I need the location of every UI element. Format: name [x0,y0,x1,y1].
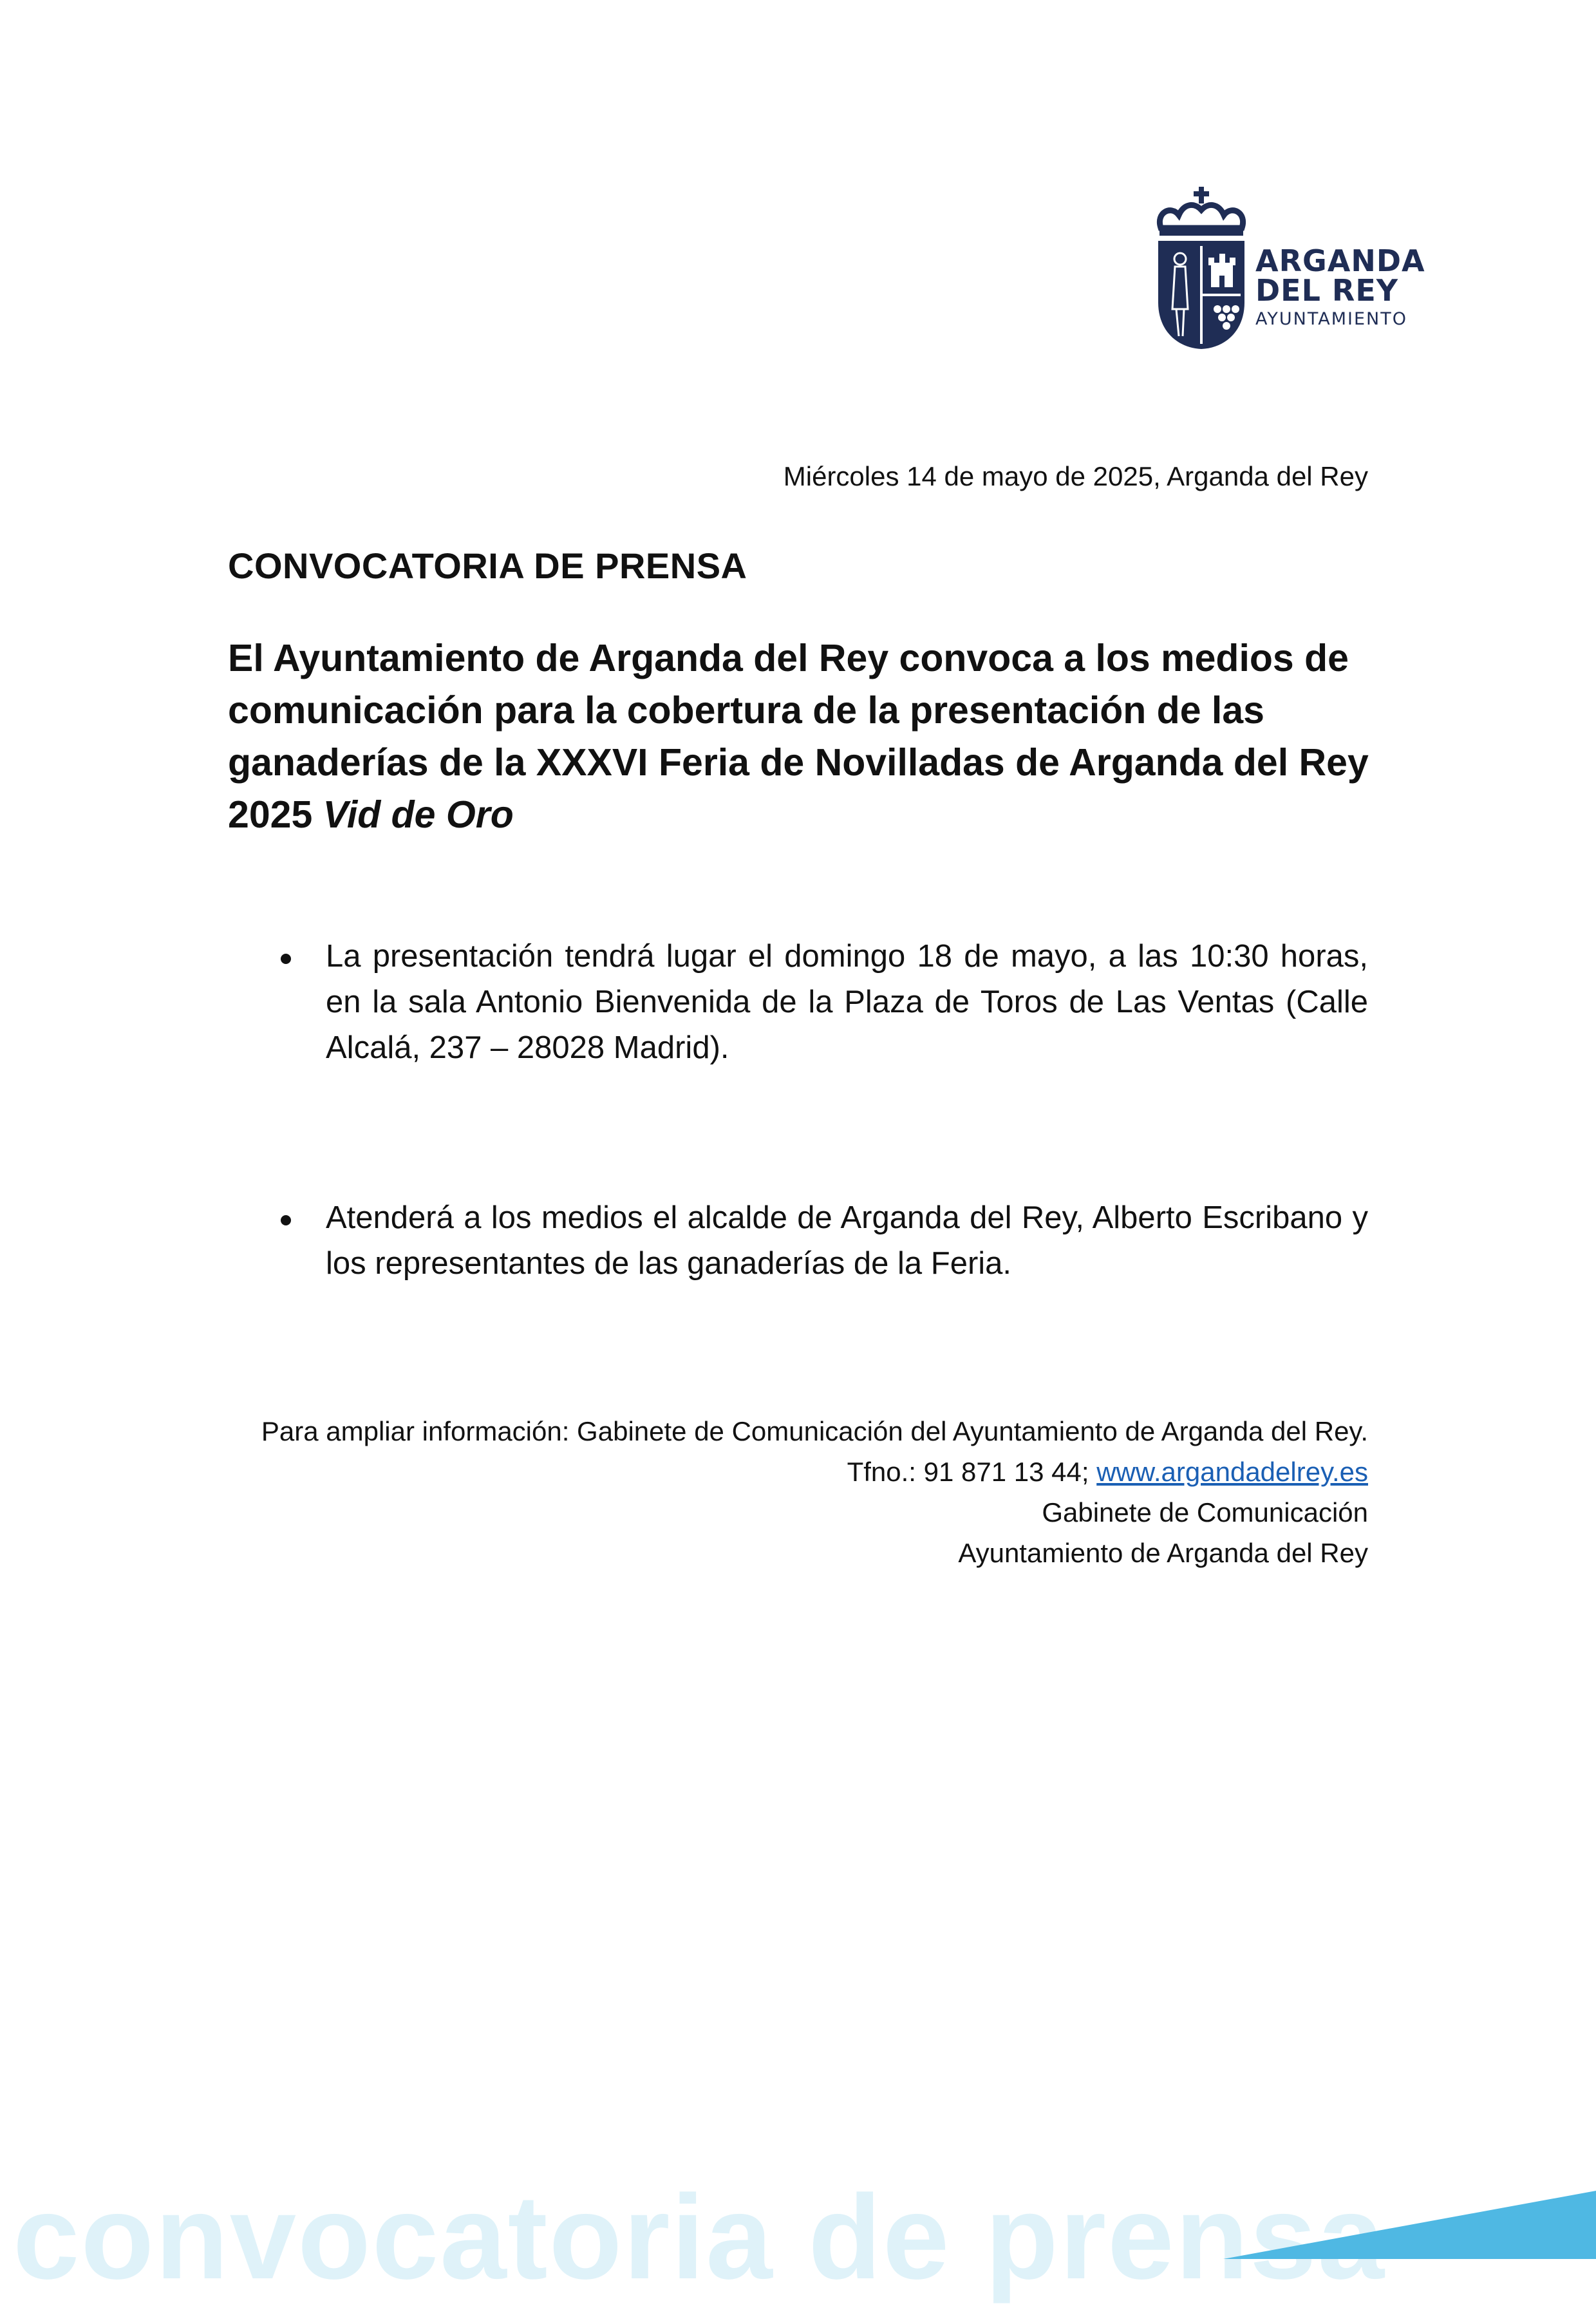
headline-italic: Vid de Oro [323,793,514,836]
headline-main: El Ayuntamiento de Arganda del Rey convoca a los medios de comunicación para la cobertura de la presentación de las ganaderías de la XXXVI Feria de Novilladas de Arganda del Rey 2025 [228,637,1369,836]
contact-info-line: Para ampliar información: Gabinete de Comunicación del Ayuntamiento de Arganda del Rey. [261,1416,1368,1446]
document-label: CONVOCATORIA DE PRENSA [228,545,747,586]
date-line: Miércoles 14 de mayo de 2025, Arganda del Rey [783,461,1368,491]
logo-line-del-rey: DEL REY [1255,273,1399,308]
logo-line-ayuntamiento: AYUNTAMIENTO [1255,309,1407,329]
website-link[interactable]: www.argandadelrey.es [1096,1457,1368,1487]
logo-line-arganda: ARGANDA [1255,243,1425,278]
footer-watermark: convocatoria de prensa [13,2171,1386,2304]
bullet-text: Atenderá a los medios el alcalde de Arganda del Rey, Alberto Escribano y los representantes de las ganaderías de la Feria. [326,1200,1368,1281]
phone-text: Tfno.: 91 871 13 44; [847,1457,1097,1487]
bullet-text: La presentación tendrá lugar el domingo 18 de mayo, a las 10:30 horas, en la sala Antonio Bienvenida de la Plaza de Toros de Las Ventas (Calle Alcalá, 237 – 28028 Madrid). [326,939,1368,1065]
contact-department: Gabinete de Comunicación [1042,1497,1368,1527]
contact-organization: Ayuntamiento de Arganda del Rey [958,1538,1368,1568]
